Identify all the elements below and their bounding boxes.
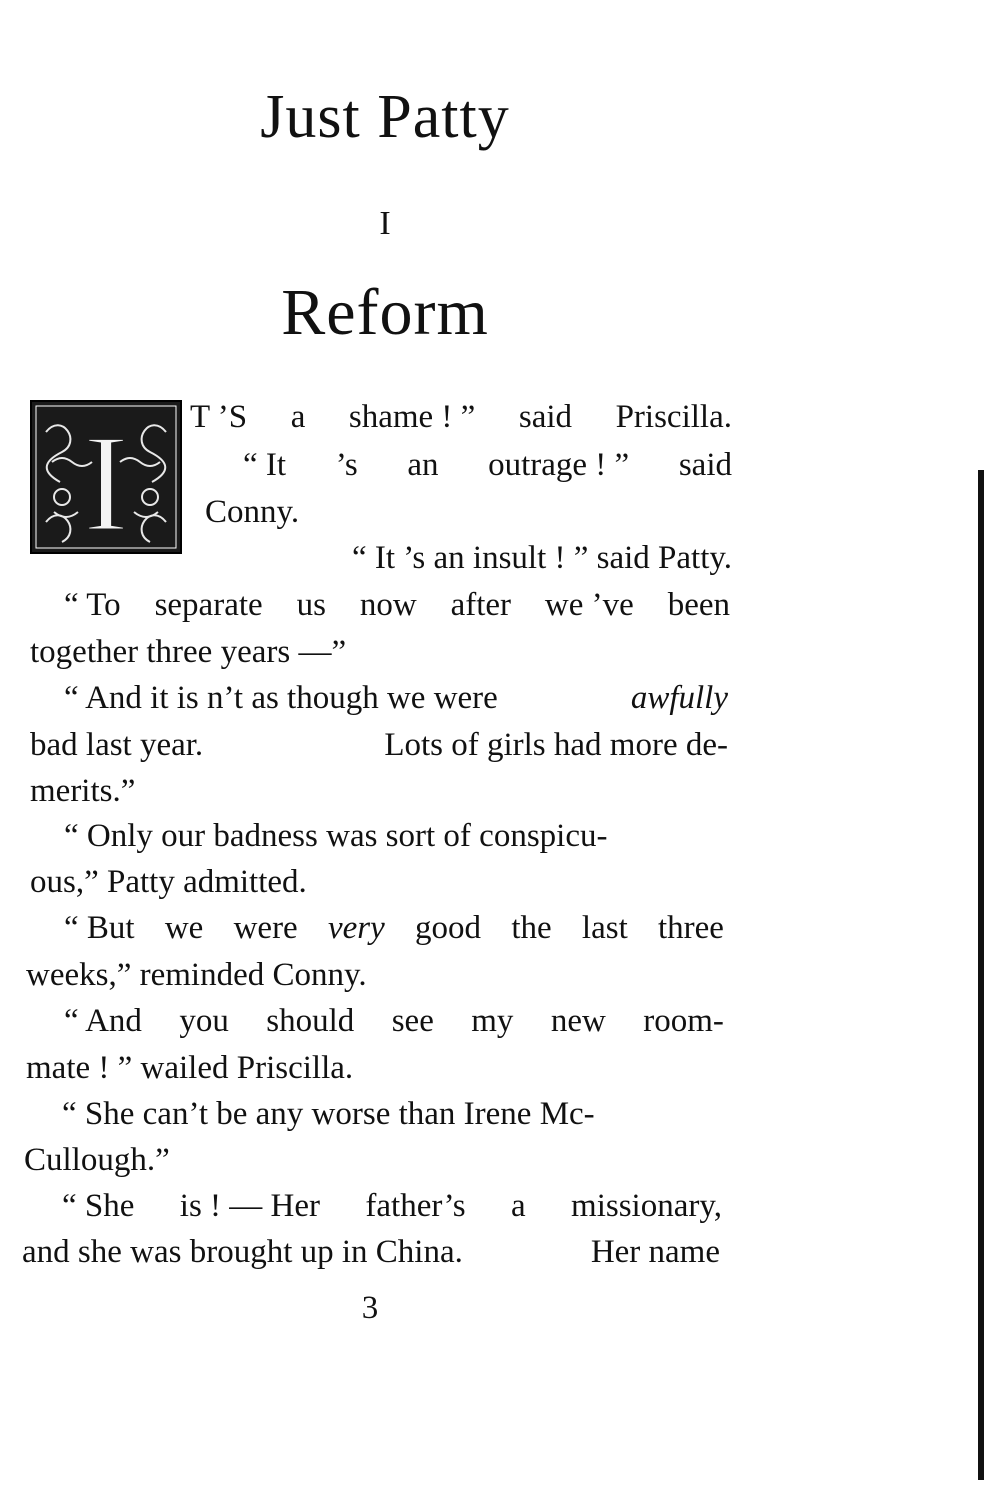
text-line: “ It ’s an insult ! ” said Patty.	[351, 540, 732, 576]
chapter-title: Reform	[281, 276, 489, 349]
text-line: bad last year. Lots of girls had more de-	[30, 727, 728, 763]
text-line: weeks,” reminded Conny.	[26, 957, 367, 993]
chapter-number: I	[379, 205, 391, 242]
text-line: T ’S a shame ! ” said Priscilla.	[190, 399, 732, 435]
text-line: “ She is ! — Her father’s a missionary,	[62, 1188, 722, 1224]
text-line: together three years —”	[30, 634, 347, 670]
text-line: “ She can’t be any worse than Irene Mc-	[62, 1096, 595, 1132]
drop-cap-letter: I	[82, 406, 130, 552]
text-line: and she was brought up in China. Her name	[22, 1234, 720, 1270]
book-title: Just Patty	[260, 83, 510, 151]
text-line: Conny.	[205, 494, 300, 530]
text-line: “ Only our badness was sort of conspicu-	[64, 818, 608, 854]
text-line: “ And it is n’t as though we were awfully	[64, 680, 728, 716]
drop-cap-ornament-icon	[32, 402, 180, 552]
text-line: Cullough.”	[24, 1142, 170, 1178]
drop-cap	[30, 400, 182, 554]
page-edge-divider	[978, 470, 984, 1480]
text-line: mate ! ” wailed Priscilla.	[26, 1050, 354, 1086]
page-number: 3	[361, 1290, 379, 1326]
text-line: “ And you should see my new room-	[64, 1003, 724, 1039]
text-line: “ To separate us now after we ’ve been	[64, 587, 730, 623]
text-line: “ But we were very good the last three	[64, 910, 724, 946]
text-line: merits.”	[30, 773, 136, 809]
text-line: ous,” Patty admitted.	[30, 864, 307, 900]
text-line: “ It ’s an outrage ! ” said	[243, 447, 732, 483]
